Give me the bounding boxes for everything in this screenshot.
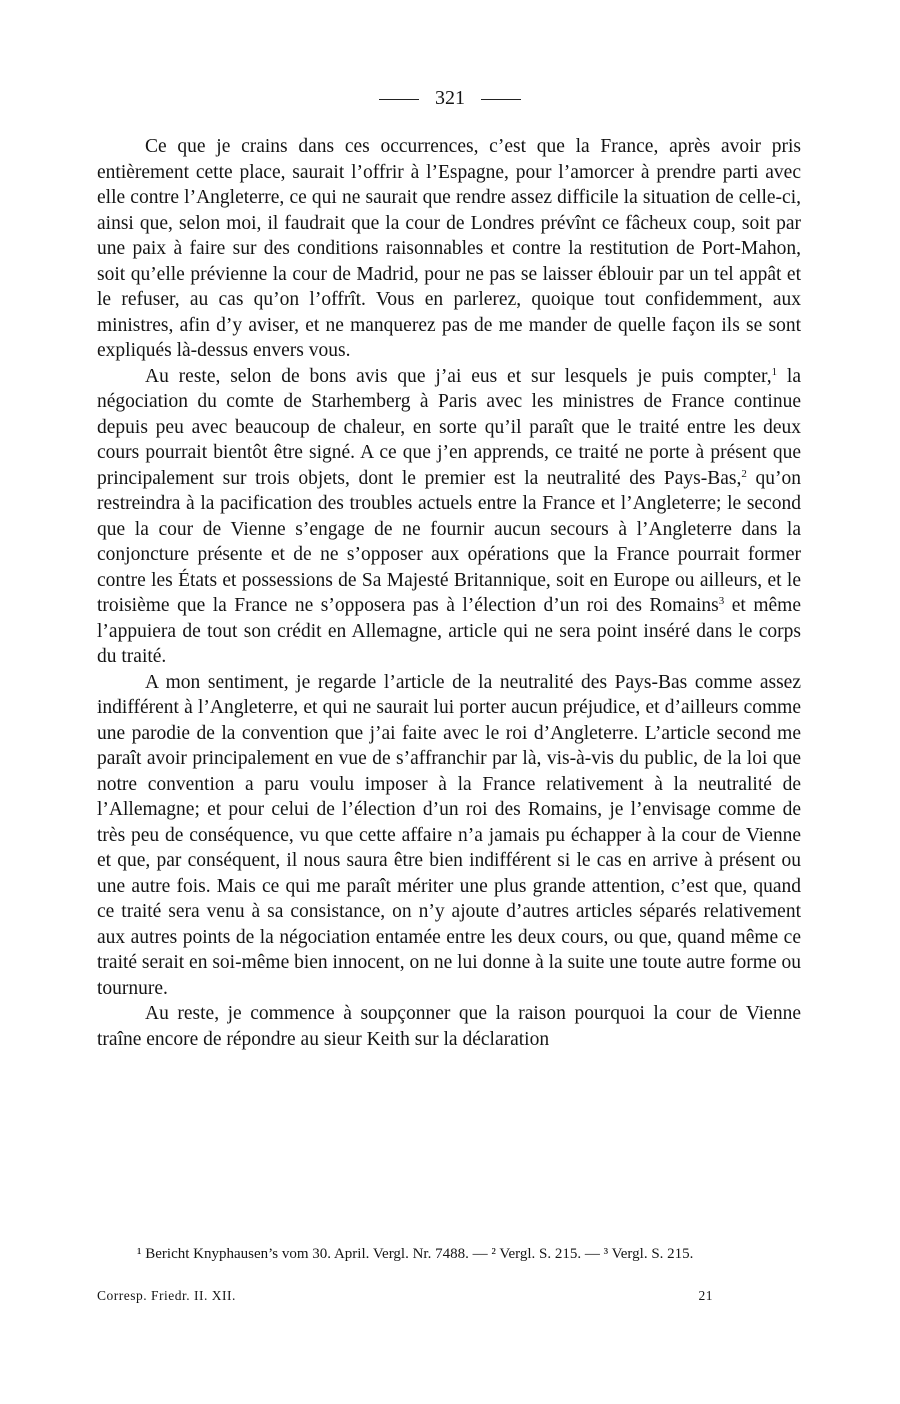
paragraph-3: A mon sentiment, je regarde l’article de la neutralité des Pays-Bas comme assez indifférent à l’Angleterre, et qui ne saurait lui porter aucun préjudice, et d’ailleurs comme une parodie de la convention que j’ai faite avec le roi d’Angleterre. L’article second me paraît avoir principalement en vue de s’affranchir par là, vis-à-vis du public, de la loi que notre convention a paru voulu imposer à la France relativement à la neutralité de l’Allemagne; et pour celui de l’élection d’un roi des Romains, je l’envisage comme de très peu de conséquence, vu que cette affaire n’a jamais pu échapper à la cour de Vienne et que, par conséquent, il nous saura être bien indifférent si le cas en arrive à présent ou une autre fois. Mais ce qui me paraît mériter une plus grande attention, c’est que, quand ce traité sera venu à sa consistance, on n’y ajoute d’autres articles séparés relativement aux autres points de la négociation entamée entre les deux cours, ou que, quand même ce traité serait en soi-même bien innocent, on ne lui donne à la suite une toute autre forme ou tournure. (97, 671, 801, 999)
paragraph-1: Ce que je crains dans ces occurrences, c’est que la France, après avoir pris entièrement cette place, saurait l’offrir à l’Espagne, pour l’amorcer à prendre parti avec elle contre l’Angleterre, ce qui ne saurait que rendre assez difficile la situation de celle-ci, ainsi que, selon moi, il faudrait que la cour de Londres prévînt ce fâcheux coup, soit par une paix à faire sur des conditions raisonnables et contre la restitution de Port-Mahon, soit qu’elle prévienne la cour de Madrid, pour ne pas se laisser éblouir par un tel appât et le refuser, au cas qu’on l’offrît. Vous en parlerez, quoique tout confidemment, aux ministres, afin d’y aviser, et ne manquerez pas de me mander de quelle façon ils se sont expliqués là-dessus envers vous. (97, 136, 801, 361)
header-rule-right (481, 99, 521, 100)
paragraph-2-part-a: Au reste, selon de bons avis que j’ai eus et sur lesquels je puis compter, (145, 365, 772, 387)
footnote-ref-1: 1 (771, 365, 778, 378)
footnote-text: ¹ Bericht Knyphausen’s vom 30. April. Vergl. Nr. 7488. — ² Vergl. S. 215. — ³ Vergl. S. 215. (137, 1246, 694, 1262)
footnote-ref-2: 2 (741, 467, 747, 480)
signature-sheet-number: 21 (698, 1288, 713, 1303)
page-header (0, 86, 900, 110)
paragraph-2-part-c: qu’on restreindra à la pacification des troubles actuels entre la France et l’Angleterre; le second que la cour de Vienne s’engage de ne fournir aucun secours à l’Angleterre dans la conjoncture présente et de ne s’opposer aux opérations que la France pourrait former contre les États et possessions de Sa Majesté Britannique, soit en Europe ou ailleurs, et le troisième que la France ne s’opposera pas à l’élection d’un roi des Romains (97, 467, 801, 616)
page-number: 321 (435, 87, 465, 109)
printer-signature (97, 1287, 713, 1305)
paragraph-2-part-b: la négociation du comte de Starhemberg à Paris avec les ministres de France continue depuis peu avec beaucoup de chaleur, en sorte qu’il paraît que le traité entre les deux cours pourrait bientôt être signé. A ce que j’en apprends, ce traité ne porte à présent que principalement sur trois objets, dont le premier est la neutralité des Pays-Bas, (97, 365, 801, 489)
paragraph-2 (97, 364, 801, 670)
paragraph-2-part-d: et même l’appuiera de tout son crédit en Allemagne, article qui ne sera point inséré dans le corps du traité. (97, 595, 801, 667)
paragraph-4: Au reste, je commence à soupçonner que la raison pourquoi la cour de Vienne traîne encore de répondre au sieur Keith sur la déclaration (97, 1003, 801, 1050)
header-rule-left (379, 99, 419, 100)
signature-source: Corresp. Friedr. II. XII. (97, 1288, 236, 1303)
main-text (97, 134, 801, 1052)
footnotes (97, 1244, 801, 1264)
footnote-ref-3: 3 (718, 595, 725, 607)
